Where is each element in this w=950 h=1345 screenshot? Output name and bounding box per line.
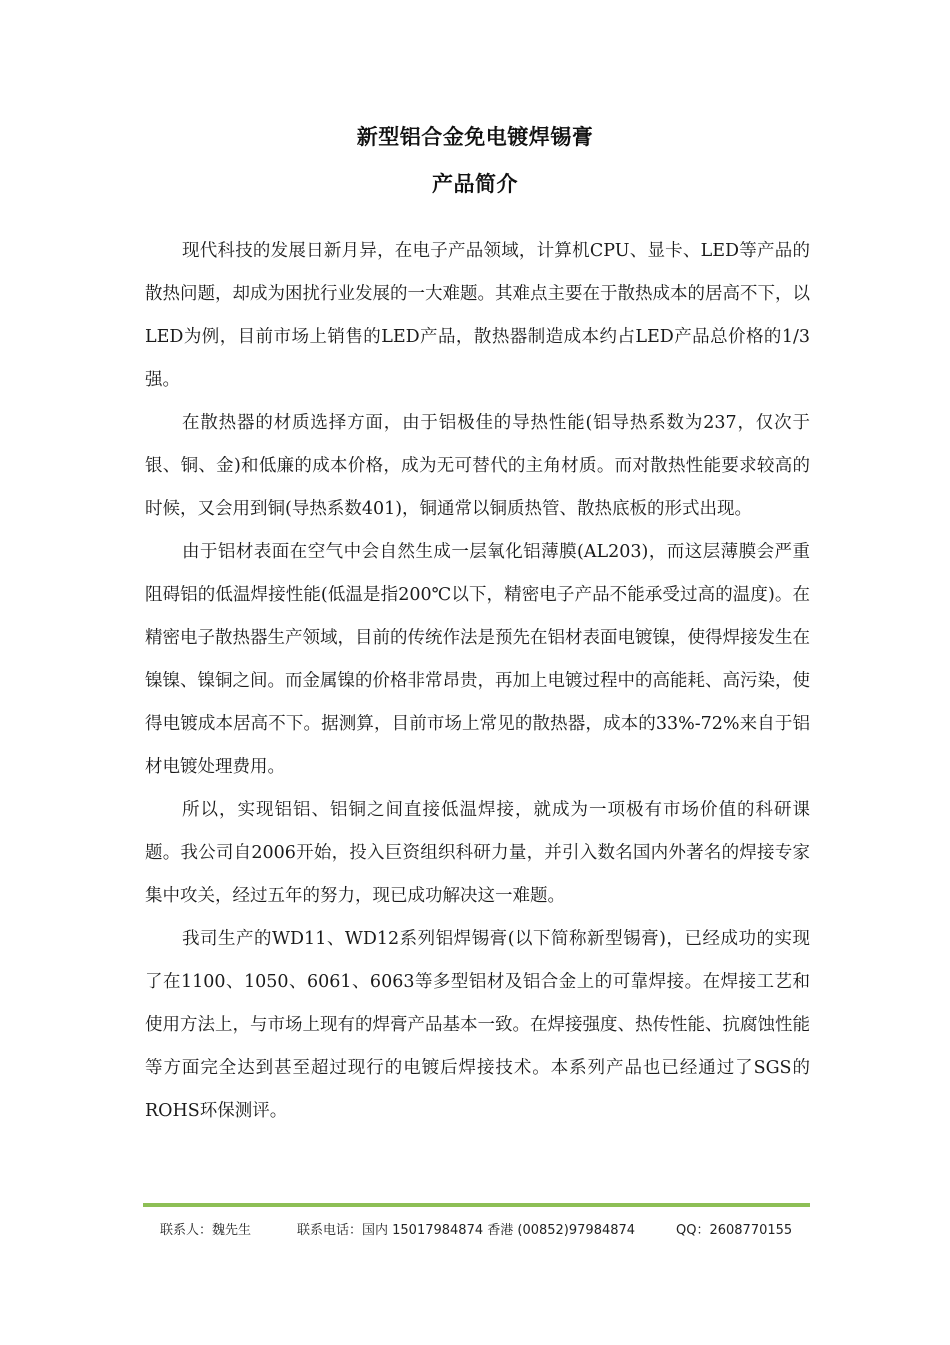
footer-phone: 联系电话：国内 15017984874 香港 (00852)97984874 <box>297 1223 636 1238</box>
document-subtitle: 产品简介 <box>432 172 518 196</box>
footer-contact: 联系人：魏先生 <box>160 1223 252 1238</box>
document-title: 新型铝合金免电镀焊锡膏 <box>356 125 594 149</box>
footer-qq: QQ：2608770155 <box>676 1223 793 1238</box>
footer-divider <box>143 1203 810 1207</box>
paragraph-5: 我司生产的WD11、WD12系列铝焊锡膏(以下简称新型锡膏)，已经成功的实现了在1100、1050、6061、6063等多型铝材及铝合金上的可靠焊接。在焊接工艺和使用方法上，与市场上现有的焊膏产品基本一致。在焊接强度、热传性能、抗腐蚀性能等方面完全达到甚至超过现行的电镀后焊接技术。本系列产品也已经通过了SGS的ROHS环保测评。 <box>145 929 810 1121</box>
paragraph-1: 现代科技的发展日新月异，在电子产品领域，计算机CPU、显卡、LED等产品的散热问题，却成为困扰行业发展的一大难题。其难点主要在于散热成本的居高不下，以LED为例，目前市场上销售的LED产品，散热器制造成本约占LED产品总价格的1/3强。 <box>145 241 810 390</box>
paragraph-2: 在散热器的材质选择方面，由于铝极佳的导热性能(铝导热系数为237，仅次于银、铜、金)和低廉的成本价格，成为无可替代的主角材质。而对散热性能要求较高的时候，又会用到铜(导热系数401)，铜通常以铜质热管、散热底板的形式出现。 <box>145 413 810 519</box>
document-body <box>145 230 810 1133</box>
paragraph-4: 所以，实现铝铝、铝铜之间直接低温焊接，就成为一项极有市场价值的科研课题。我公司自2006开始，投入巨资组织科研力量，并引入数名国内外著名的焊接专家集中攻关，经过五年的努力，现已成功解决这一难题。 <box>145 800 810 906</box>
paragraph-3: 由于铝材表面在空气中会自然生成一层氧化铝薄膜(AL203)，而这层薄膜会严重阻碍铝的低温焊接性能(低温是指200℃以下，精密电子产品不能承受过高的温度)。在精密电子散热器生产领域，目前的传统作法是预先在铝材表面电镀镍，使得焊接发生在镍镍、镍铜之间。而金属镍的价格非常昂贵，再加上电镀过程中的高能耗、高污染，使得电镀成本居高不下。据测算，目前市场上常见的散热器，成本的33%-72%来自于铝材电镀处理费用。 <box>145 542 810 777</box>
